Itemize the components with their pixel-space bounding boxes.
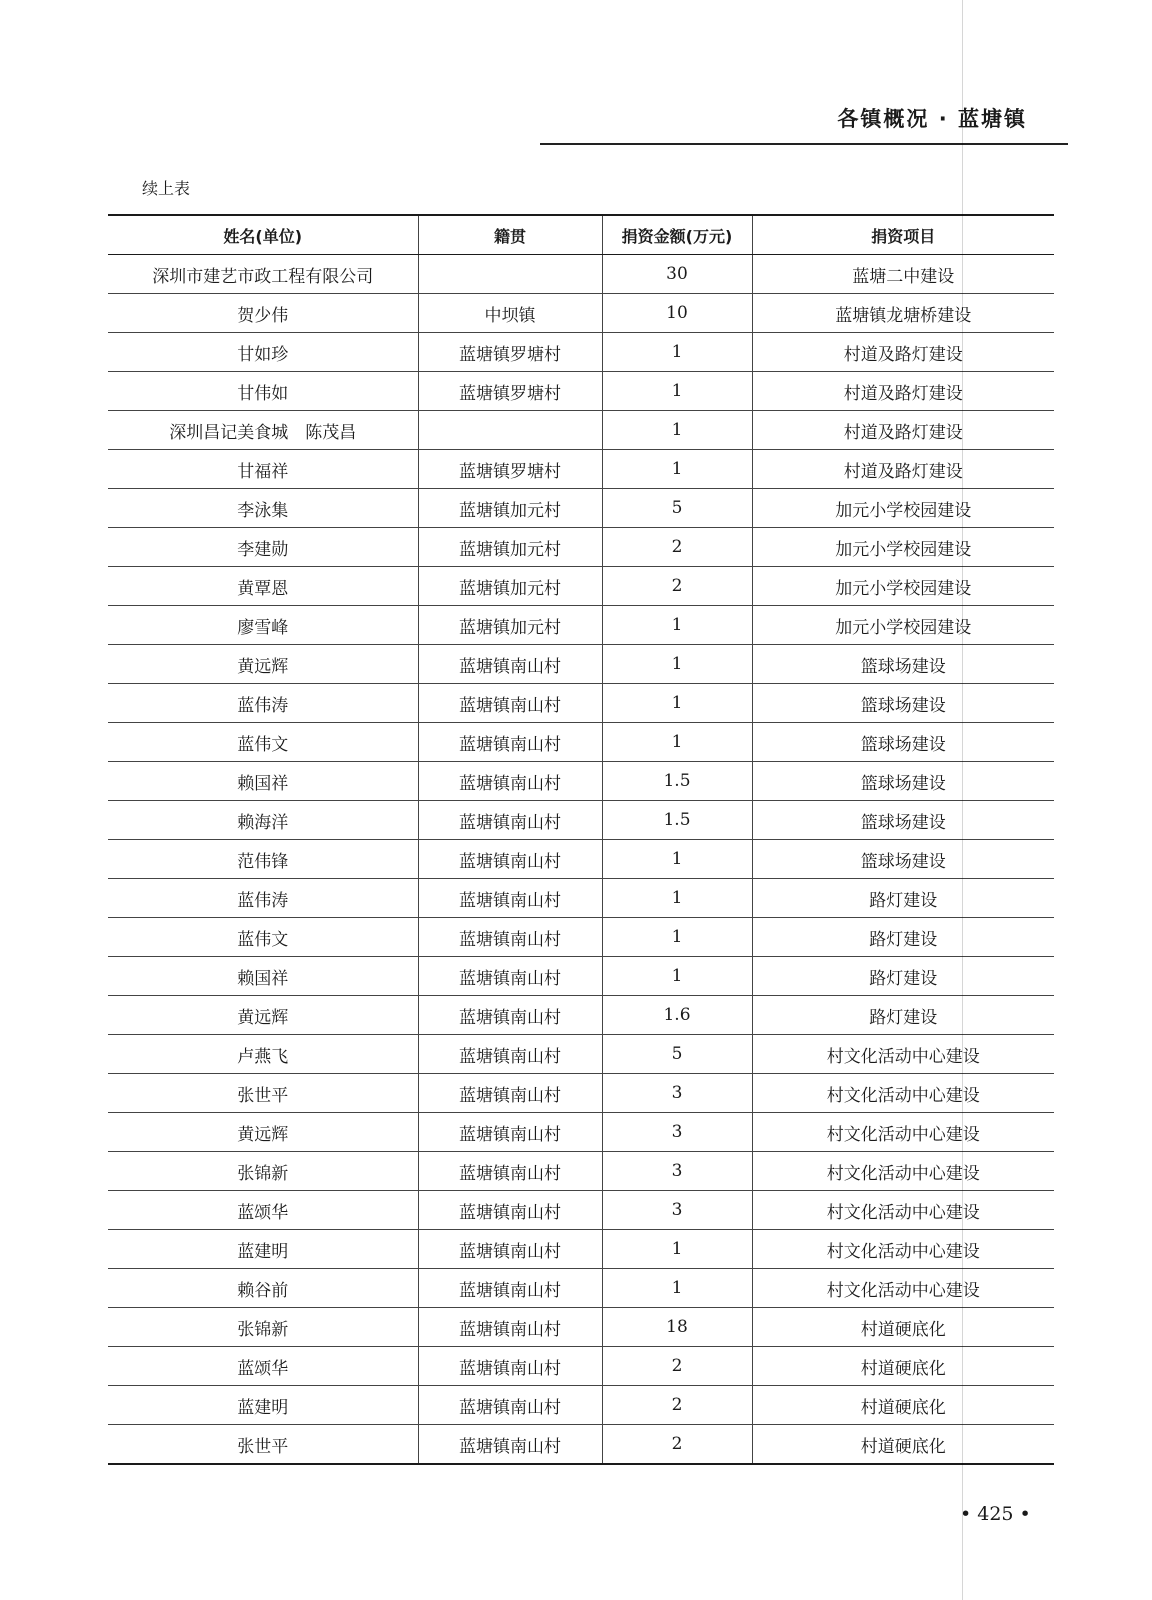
cell-name: 廖雪峰 bbox=[108, 606, 418, 645]
cell-amount: 1 bbox=[602, 411, 752, 450]
cell-amount: 2 bbox=[602, 528, 752, 567]
table-row bbox=[108, 1191, 1054, 1230]
cell-project: 村道硬底化 bbox=[752, 1386, 1054, 1425]
table-row bbox=[108, 294, 1054, 333]
cell-origin: 蓝塘镇加元村 bbox=[418, 606, 602, 645]
cell-project: 加元小学校园建设 bbox=[752, 606, 1054, 645]
cell-origin: 蓝塘镇南山村 bbox=[418, 645, 602, 684]
cell-name: 贺少伟 bbox=[108, 294, 418, 333]
cell-name: 深圳市建艺市政工程有限公司 bbox=[108, 255, 418, 294]
cell-amount: 10 bbox=[602, 294, 752, 333]
cell-name: 赖国祥 bbox=[108, 957, 418, 996]
cell-amount: 3 bbox=[602, 1191, 752, 1230]
cell-amount: 1 bbox=[602, 684, 752, 723]
cell-amount: 3 bbox=[602, 1074, 752, 1113]
cell-name: 赖国祥 bbox=[108, 762, 418, 801]
cell-project: 蓝塘镇龙塘桥建设 bbox=[752, 294, 1054, 333]
cell-name: 黄远辉 bbox=[108, 1113, 418, 1152]
table-body bbox=[108, 255, 1054, 1465]
cell-project: 村文化活动中心建设 bbox=[752, 1269, 1054, 1308]
table-row bbox=[108, 840, 1054, 879]
cell-project: 村道及路灯建设 bbox=[752, 333, 1054, 372]
cell-project: 路灯建设 bbox=[752, 879, 1054, 918]
cell-name: 甘如珍 bbox=[108, 333, 418, 372]
cell-origin: 蓝塘镇南山村 bbox=[418, 1191, 602, 1230]
cell-name: 黄远辉 bbox=[108, 996, 418, 1035]
cell-amount: 1 bbox=[602, 606, 752, 645]
cell-amount: 30 bbox=[602, 255, 752, 294]
cell-project: 村文化活动中心建设 bbox=[752, 1230, 1054, 1269]
cell-name: 李建勋 bbox=[108, 528, 418, 567]
cell-name: 张世平 bbox=[108, 1425, 418, 1465]
cell-origin: 蓝塘镇南山村 bbox=[418, 1269, 602, 1308]
cell-project: 篮球场建设 bbox=[752, 840, 1054, 879]
table-row bbox=[108, 801, 1054, 840]
cell-origin: 蓝塘镇加元村 bbox=[418, 528, 602, 567]
cell-origin: 中坝镇 bbox=[418, 294, 602, 333]
cell-amount: 18 bbox=[602, 1308, 752, 1347]
cell-project: 篮球场建设 bbox=[752, 684, 1054, 723]
cell-origin: 蓝塘镇南山村 bbox=[418, 918, 602, 957]
table-row bbox=[108, 684, 1054, 723]
table-row bbox=[108, 1386, 1054, 1425]
table-row bbox=[108, 489, 1054, 528]
table-caption: 续上表 bbox=[142, 179, 191, 198]
cell-name: 蓝伟文 bbox=[108, 723, 418, 762]
cell-origin: 蓝塘镇南山村 bbox=[418, 1425, 602, 1465]
cell-amount: 1 bbox=[602, 1230, 752, 1269]
table-header-row bbox=[108, 215, 1054, 255]
cell-origin: 蓝塘镇南山村 bbox=[418, 996, 602, 1035]
table-row bbox=[108, 1347, 1054, 1386]
cell-origin: 蓝塘镇罗塘村 bbox=[418, 333, 602, 372]
cell-project: 篮球场建设 bbox=[752, 801, 1054, 840]
table-row bbox=[108, 1113, 1054, 1152]
running-head bbox=[837, 103, 1027, 133]
cell-amount: 1 bbox=[602, 723, 752, 762]
scan-artifact-line bbox=[962, 0, 963, 1600]
cell-origin: 蓝塘镇南山村 bbox=[418, 1035, 602, 1074]
table-row bbox=[108, 957, 1054, 996]
cell-amount: 1 bbox=[602, 333, 752, 372]
cell-origin: 蓝塘镇加元村 bbox=[418, 567, 602, 606]
cell-project: 路灯建设 bbox=[752, 996, 1054, 1035]
column-header-origin: 籍贯 bbox=[418, 215, 602, 255]
cell-amount: 2 bbox=[602, 567, 752, 606]
table-row bbox=[108, 567, 1054, 606]
table-row bbox=[108, 411, 1054, 450]
cell-amount: 2 bbox=[602, 1386, 752, 1425]
table-row bbox=[108, 996, 1054, 1035]
cell-project: 村文化活动中心建设 bbox=[752, 1191, 1054, 1230]
cell-origin: 蓝塘镇南山村 bbox=[418, 1308, 602, 1347]
cell-amount: 3 bbox=[602, 1113, 752, 1152]
cell-origin: 蓝塘镇南山村 bbox=[418, 1113, 602, 1152]
cell-origin: 蓝塘镇南山村 bbox=[418, 1152, 602, 1191]
cell-name: 蓝伟涛 bbox=[108, 879, 418, 918]
cell-project: 加元小学校园建设 bbox=[752, 567, 1054, 606]
cell-origin bbox=[418, 255, 602, 294]
cell-name: 蓝伟文 bbox=[108, 918, 418, 957]
table-row bbox=[108, 1074, 1054, 1113]
cell-project: 村文化活动中心建设 bbox=[752, 1113, 1054, 1152]
running-head-section: 各镇概况 bbox=[837, 107, 930, 131]
cell-origin: 蓝塘镇罗塘村 bbox=[418, 450, 602, 489]
cell-amount: 2 bbox=[602, 1425, 752, 1465]
running-head-separator: · bbox=[938, 107, 949, 131]
table-row bbox=[108, 450, 1054, 489]
cell-name: 范伟锋 bbox=[108, 840, 418, 879]
cell-origin: 蓝塘镇南山村 bbox=[418, 762, 602, 801]
cell-name: 赖谷前 bbox=[108, 1269, 418, 1308]
cell-amount: 1.5 bbox=[602, 762, 752, 801]
cell-project: 村文化活动中心建设 bbox=[752, 1152, 1054, 1191]
cell-origin: 蓝塘镇南山村 bbox=[418, 801, 602, 840]
cell-origin: 蓝塘镇南山村 bbox=[418, 1347, 602, 1386]
cell-name: 蓝建明 bbox=[108, 1386, 418, 1425]
donation-table bbox=[108, 214, 1054, 1465]
running-head-town: 蓝塘镇 bbox=[958, 107, 1027, 131]
table-row bbox=[108, 762, 1054, 801]
table-row bbox=[108, 372, 1054, 411]
cell-project: 路灯建设 bbox=[752, 957, 1054, 996]
cell-origin: 蓝塘镇加元村 bbox=[418, 489, 602, 528]
table-row bbox=[108, 333, 1054, 372]
table-row bbox=[108, 1230, 1054, 1269]
cell-project: 村道硬底化 bbox=[752, 1347, 1054, 1386]
cell-origin bbox=[418, 411, 602, 450]
cell-name: 蓝颂华 bbox=[108, 1347, 418, 1386]
column-header-amount: 捐资金额(万元) bbox=[602, 215, 752, 255]
cell-origin: 蓝塘镇南山村 bbox=[418, 1386, 602, 1425]
cell-amount: 5 bbox=[602, 489, 752, 528]
cell-project: 村道及路灯建设 bbox=[752, 411, 1054, 450]
cell-amount: 1 bbox=[602, 918, 752, 957]
cell-name: 蓝建明 bbox=[108, 1230, 418, 1269]
cell-amount: 1 bbox=[602, 840, 752, 879]
cell-project: 村文化活动中心建设 bbox=[752, 1074, 1054, 1113]
cell-amount: 1 bbox=[602, 879, 752, 918]
table-row bbox=[108, 1308, 1054, 1347]
table-row bbox=[108, 1152, 1054, 1191]
table-row bbox=[108, 606, 1054, 645]
cell-project: 加元小学校园建设 bbox=[752, 489, 1054, 528]
table-row bbox=[108, 1269, 1054, 1308]
table-row bbox=[108, 1425, 1054, 1465]
cell-origin: 蓝塘镇南山村 bbox=[418, 957, 602, 996]
column-header-project: 捐资项目 bbox=[752, 215, 1054, 255]
cell-project: 村道及路灯建设 bbox=[752, 450, 1054, 489]
cell-origin: 蓝塘镇南山村 bbox=[418, 840, 602, 879]
table-row bbox=[108, 645, 1054, 684]
table-row bbox=[108, 918, 1054, 957]
cell-project: 篮球场建设 bbox=[752, 645, 1054, 684]
column-header-name: 姓名(单位) bbox=[108, 215, 418, 255]
cell-name: 张锦新 bbox=[108, 1308, 418, 1347]
cell-project: 加元小学校园建设 bbox=[752, 528, 1054, 567]
header-rule bbox=[540, 143, 1068, 145]
cell-amount: 3 bbox=[602, 1152, 752, 1191]
cell-amount: 2 bbox=[602, 1347, 752, 1386]
cell-name: 甘伟如 bbox=[108, 372, 418, 411]
table-row bbox=[108, 1035, 1054, 1074]
cell-amount: 1 bbox=[602, 1269, 752, 1308]
cell-origin: 蓝塘镇南山村 bbox=[418, 1230, 602, 1269]
cell-amount: 1.5 bbox=[602, 801, 752, 840]
cell-amount: 1 bbox=[602, 957, 752, 996]
cell-origin: 蓝塘镇罗塘村 bbox=[418, 372, 602, 411]
page-number: • 425 • bbox=[960, 1503, 1031, 1525]
cell-name: 张锦新 bbox=[108, 1152, 418, 1191]
cell-name: 蓝伟涛 bbox=[108, 684, 418, 723]
cell-name: 张世平 bbox=[108, 1074, 418, 1113]
cell-name: 李泳集 bbox=[108, 489, 418, 528]
cell-name: 深圳昌记美食城 陈茂昌 bbox=[108, 411, 418, 450]
table-row bbox=[108, 528, 1054, 567]
cell-name: 黄覃恩 bbox=[108, 567, 418, 606]
cell-name: 卢燕飞 bbox=[108, 1035, 418, 1074]
cell-name: 赖海洋 bbox=[108, 801, 418, 840]
cell-project: 篮球场建设 bbox=[752, 723, 1054, 762]
cell-name: 甘福祥 bbox=[108, 450, 418, 489]
cell-project: 篮球场建设 bbox=[752, 762, 1054, 801]
cell-project: 村文化活动中心建设 bbox=[752, 1035, 1054, 1074]
cell-amount: 1 bbox=[602, 450, 752, 489]
cell-origin: 蓝塘镇南山村 bbox=[418, 879, 602, 918]
cell-name: 黄远辉 bbox=[108, 645, 418, 684]
table-row bbox=[108, 723, 1054, 762]
cell-origin: 蓝塘镇南山村 bbox=[418, 723, 602, 762]
cell-project: 蓝塘二中建设 bbox=[752, 255, 1054, 294]
table-row bbox=[108, 879, 1054, 918]
cell-project: 路灯建设 bbox=[752, 918, 1054, 957]
cell-name: 蓝颂华 bbox=[108, 1191, 418, 1230]
cell-project: 村道硬底化 bbox=[752, 1308, 1054, 1347]
cell-amount: 5 bbox=[602, 1035, 752, 1074]
cell-amount: 1 bbox=[602, 372, 752, 411]
cell-origin: 蓝塘镇南山村 bbox=[418, 1074, 602, 1113]
cell-amount: 1.6 bbox=[602, 996, 752, 1035]
cell-project: 村道及路灯建设 bbox=[752, 372, 1054, 411]
cell-origin: 蓝塘镇南山村 bbox=[418, 684, 602, 723]
cell-project: 村道硬底化 bbox=[752, 1425, 1054, 1465]
table-row bbox=[108, 255, 1054, 294]
cell-amount: 1 bbox=[602, 645, 752, 684]
